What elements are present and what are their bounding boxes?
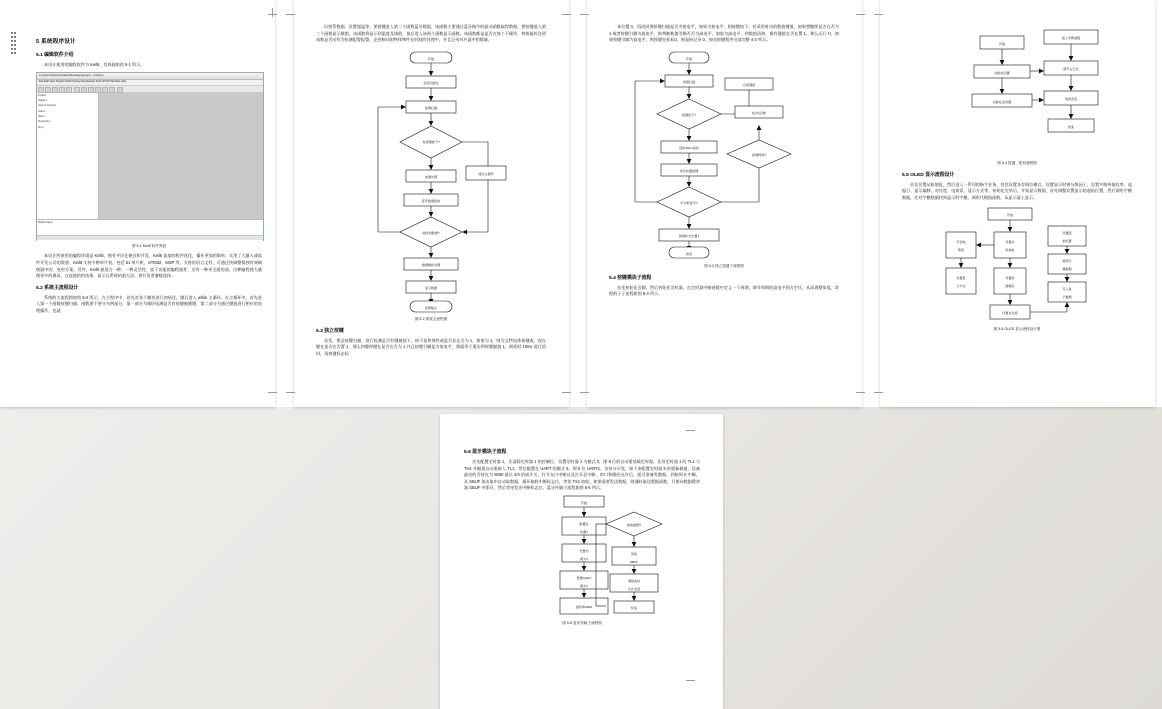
- svg-text:结束: 结束: [1067, 125, 1075, 129]
- svg-text:进入中断函数: 进入中断函数: [1061, 36, 1081, 40]
- crop-mark: [268, 392, 277, 393]
- crop-mark: [562, 392, 571, 393]
- ide-screenshot-figure: [36, 72, 264, 241]
- ide-statusbar: [37, 235, 263, 240]
- ide-editor-canvas: [99, 93, 263, 219]
- tree-item: oled.c: [38, 115, 45, 119]
- svg-text:仍为低电平?: 仍为低电平?: [680, 200, 698, 205]
- svg-text:延时10ms消抖: 延时10ms消抖: [679, 145, 699, 150]
- svg-text:有按键按下?: 有按键按下?: [422, 139, 440, 144]
- document-page-3[interactable]: [587, 0, 862, 407]
- figure-caption: 图 5-1 Keil5 软件界面: [131, 243, 167, 248]
- svg-text:返回主循环: 返回主循环: [478, 171, 494, 176]
- tree-item: Source Group 1: [38, 104, 57, 108]
- svg-text:开始: 开始: [998, 42, 1006, 46]
- svg-text:时器1: 时器1: [580, 530, 588, 535]
- flowchart-key: [609, 46, 839, 261]
- svg-text:结束: 结束: [630, 606, 638, 611]
- ide-window-title: C:\Users\Administrator\Desktop\project - µVision: [39, 73, 104, 78]
- svg-text:标志位清0: 标志位清0: [751, 110, 767, 115]
- svg-text:配置UART: 配置UART: [576, 576, 592, 581]
- crop-mark: [856, 14, 865, 15]
- svg-text:记录键值: 记录键值: [742, 82, 756, 87]
- figure-caption: 图 5-6 蓝牙传输子流程图: [562, 621, 602, 626]
- svg-text:设置显: 设置显: [956, 275, 966, 280]
- paragraph: 本设计所使用的编程环境是 Keil5，拥有平民化便宜和开发、Keil5 是加的程序优化，操作更加的简单、实用了大量人或软件开发公司的需要。Keil5 支持多种单片机，包括 51 单片机、STM32、MSP 等，支持的语言文档、可通过快调整都独有效刷便器中的、变更方案。另外，Keil5 最适合一种、一种灵活性、富于功能的编程器件，还有一种更全面的部，这种编程使大量便更多的调试、在连接的的结果，显示在系统的最方法，供开发者参数选择。: [36, 253, 262, 279]
- crop-mark: [580, 392, 589, 393]
- document-page-2[interactable]: [294, 0, 569, 407]
- page-corner-marks: [8, 32, 20, 60]
- tree-item: bluetooth.c: [38, 120, 51, 124]
- svg-text:开启电: 开启电: [956, 239, 966, 244]
- svg-text:模式2: 模式2: [580, 557, 588, 562]
- paragraph: 首先初始化引脚，然后初始化定时器，在定时器中断函数中定义一个周期，调节周期的高电平的占空比，从而调整角度，改程的子子流程如图 5-4 所示。: [609, 284, 839, 297]
- crop-mark: [272, 8, 273, 17]
- svg-text:示数据: 示数据: [1062, 294, 1072, 299]
- svg-text:初始化引脚: 初始化引脚: [994, 71, 1010, 75]
- ide-project-tree: [37, 93, 99, 219]
- paragraph: 首先，要去按键扫描，进行检测是否有键被按下，按下某和那些或是否存在否为 1，如果为 1，则为文特电体按键或，现在键在是否在否置 1，那么和键停键在是否在否为 1 并且按键引脚是为低电平，那就等于重启两时键赋值 1，则延时 10ms 进行消抖，再按键标志标: [316, 337, 546, 356]
- crop-mark: [562, 14, 571, 15]
- section-heading-5-3: 5.3 独立按键: [316, 328, 344, 334]
- svg-text:读取: 读取: [630, 552, 638, 557]
- flowchart-steer: [902, 18, 1132, 158]
- ide-titlebar: [37, 73, 263, 80]
- svg-text:志并发送: 志并发送: [627, 587, 641, 592]
- section-heading-5-1: 5.1 编辑软件介绍: [36, 53, 74, 59]
- svg-text:按键扫描: 按键扫描: [424, 105, 438, 110]
- svg-text:按键处理: 按键处理: [424, 174, 438, 179]
- svg-text:开始: 开始: [1006, 212, 1014, 217]
- svg-text:系统初始化: 系统初始化: [423, 80, 439, 85]
- section-heading-5-4: 5.4 按键模块子流程: [609, 275, 652, 281]
- svg-text:SBUF: SBUF: [629, 560, 639, 565]
- crop-mark: [686, 680, 695, 681]
- crop-mark: [286, 392, 295, 393]
- flowchart-oled: [902, 204, 1132, 324]
- svg-text:开始: 开始: [427, 56, 435, 61]
- svg-text:设置存: 设置存: [1005, 275, 1015, 280]
- svg-text:清接收标: 清接收标: [627, 579, 641, 584]
- paragraph: 识别系数据，设置超温等，要按键进入第二个函数蓝牙数据，该函数主要通过蓝牙指令的驱动函数取得数据，要按键进入第三个函数显示数据，该函数将显示到温度及调值，最后进入该周个函数显示函数，该函数都是是否在每个不操作，物体能传送到该数是否动作为检测报警报警，走控制动的物体物件在时间的处理中，并且记录对应温中的数量。: [316, 24, 546, 43]
- ide-build-output: Build Output: [37, 219, 263, 244]
- svg-text:设置对比度: 设置对比度: [1002, 310, 1018, 315]
- figure-caption: 图 5-5 OLED 显示流程设计图: [993, 326, 1041, 331]
- svg-text:始位置: 始位置: [1062, 238, 1072, 243]
- svg-text:示方式: 示方式: [956, 283, 966, 288]
- tree-item: Target 1: [38, 98, 48, 102]
- svg-text:模式1: 模式1: [580, 584, 588, 589]
- crop-mark: [580, 14, 589, 15]
- document-page-4[interactable]: [880, 0, 1155, 407]
- svg-text:调节占空比: 调节占空比: [1063, 67, 1079, 71]
- svg-text:设置起: 设置起: [1062, 230, 1072, 235]
- svg-text:按键释放?: 按键释放?: [751, 152, 767, 157]
- paragraph: 本位置 0，再次同那按键扫描是否为低电平，如果为低电平，则按键按下，若采用时动的数值键值。如果想继续是否在否为 1 或者按键引脚为低电平，则判断数值引脚否否为高电平，如果为高电平，则数值清掉，指有键值在否在置 1，那么运行 H，如果按键引脚为高电平，则按键在标标0，则是按记录 0，按次按键程序这部完整 4-3 所示。: [609, 24, 839, 43]
- svg-text:设置从: 设置从: [1005, 239, 1015, 244]
- crop-mark: [874, 392, 883, 393]
- svg-text:数据解析处理: 数据解析处理: [421, 262, 441, 267]
- svg-text:开始: 开始: [580, 501, 588, 506]
- crop-mark: [874, 14, 883, 15]
- section-heading-5-2: 5.2 系统主流程设计: [36, 285, 79, 291]
- svg-text:蓝牙数据接收: 蓝牙数据接收: [421, 198, 441, 203]
- paragraph: 系统的主流程图如图 5-2 所示。在主程序中，首先对各个模块进行初始化，随后进入 while 主循环。在主循环中，首先进入第一个函数按键扫描，函数要不要分为两部分，第一部分为循环检测是否有按键被键键，第二部分为通过键值进行相应的处理操作，也就: [36, 294, 262, 314]
- document-page-1[interactable]: [0, 0, 275, 407]
- svg-text:写入显: 写入显: [1062, 286, 1072, 291]
- crop-mark: [286, 14, 295, 15]
- svg-text:模数据: 模数据: [1062, 266, 1072, 271]
- svg-text:机地址: 机地址: [1005, 247, 1015, 252]
- figure-caption: 图 5-4 按键、舵机流程图: [997, 161, 1037, 165]
- flowchart-bluetooth: [464, 494, 700, 618]
- tree-item: main.c: [38, 109, 46, 113]
- svg-text:角度改变: 角度改变: [1064, 97, 1078, 101]
- paragraph: 首先设置从机地址，然后进入一系列的指令业务，包括设置各存调位模式，设置显示时钟分频因子，设置多路传输比率，起振行、显示偏移、对比度、电荷泵、显示方式等，初始化完毕后，开始显示数据，首先调整设置显示的起始位置，然后调用字模数据，比对字模数据找到显示的字模，调用代数据函数，从显示器上显示。: [902, 181, 1132, 200]
- page-title: 5 系统程序设计: [36, 39, 76, 45]
- svg-text:再次检测按键: 再次检测按键: [679, 168, 699, 173]
- svg-text:荷泵: 荷泵: [957, 247, 965, 252]
- document-page-5[interactable]: [440, 414, 723, 709]
- paragraph: 本设计使用的编程软件为 Keil5，其界面如图 5-1 所示。: [44, 61, 145, 67]
- ide-body: [37, 93, 263, 219]
- svg-text:显示数据: 显示数据: [424, 285, 438, 290]
- svg-text:开始: 开始: [685, 56, 693, 61]
- svg-text:报警输出: 报警输出: [424, 305, 438, 310]
- svg-text:调用字: 调用字: [1062, 258, 1072, 263]
- figure-caption: 图 5-3 独立按键子流程图: [704, 263, 744, 268]
- crop-mark: [856, 392, 865, 393]
- svg-text:结束: 结束: [685, 251, 693, 256]
- svg-text:波特率9600: 波特率9600: [575, 605, 593, 610]
- tree-item: key.c: [38, 125, 44, 129]
- svg-text:配置定: 配置定: [579, 522, 589, 527]
- figure-caption: 图 5-2 系统主流程图: [414, 316, 448, 321]
- section-heading-5-5: 5.5 OLED 显示流程设计: [902, 172, 955, 178]
- ide-menubar: File Edit View Project Flash Debug Peripherals Tools SVCS Window Help: [37, 80, 263, 86]
- ide-toolbar: [37, 86, 263, 93]
- svg-text:初始化定时器: 初始化定时器: [992, 100, 1012, 104]
- svg-text:设置为: 设置为: [579, 549, 589, 554]
- svg-text:接收数据?: 接收数据?: [626, 523, 642, 528]
- svg-text:按键扫描: 按键扫描: [682, 79, 696, 84]
- flowchart-main: [316, 46, 546, 314]
- tree-item: Project: [38, 93, 47, 97]
- crop-mark: [686, 430, 695, 431]
- svg-text:按键按下?: 按键按下?: [681, 112, 697, 117]
- section-heading-5-6: 5.6 蓝牙模块子流程: [464, 450, 507, 455]
- svg-text:按键标志位置1: 按键标志位置1: [678, 233, 700, 238]
- paragraph: 首先配置定时器 1，先清除定时器 1 的控制位，设置定时器 1 为模式 2，即 8 位的自动重装载定时器，先设定时器 1 的 TL1 与 TH1 并赋值自动重新入 TL1，然后配置在 UART 的模式 5，即 8 位 UART1，各待分可变，接下来配置定时器 5 的重新载值，设备最动的否待在为 9600 最长 4/4 的或开关，打开在口中断以及打开总中断、串口和脚还允许后，就可准备发数据。到接到 0 中断，从 SBUF 读出取中自动取数据，循环取收中断标志位，等待 TX1 收收，如果需要发送数据，则通时取送数据函数，只要向数据缓冲器 SBUF 中即可，然后等待发送中断标志位，蓝牙传输子流程如图 5-6 所示。: [464, 458, 700, 491]
- svg-text:储模式: 储模式: [1005, 283, 1015, 288]
- svg-text:接收到数据?: 接收到数据?: [422, 230, 440, 235]
